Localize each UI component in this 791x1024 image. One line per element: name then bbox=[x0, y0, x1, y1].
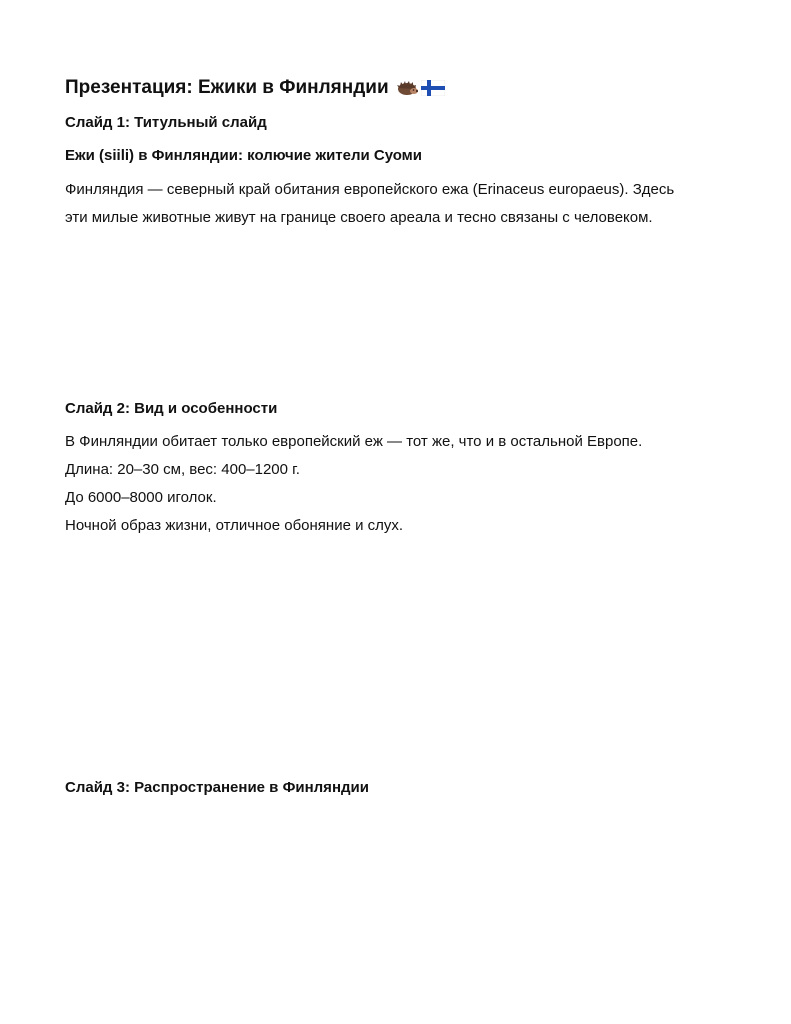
slide-2-text-line: В Финляндии обитает только европейский еж — тот же, что и в остальной Европе. bbox=[65, 433, 643, 450]
title-icons bbox=[395, 79, 445, 97]
slide-3-heading: Слайд 3: Распространение в Финляндии bbox=[65, 779, 369, 796]
slide-2-heading: Слайд 2: Вид и особенности bbox=[65, 400, 278, 417]
document-title-text: Презентация: Ежики в Финляндии bbox=[65, 77, 389, 98]
slide-2-text-line: До 6000–8000 иголок. bbox=[65, 489, 217, 506]
document-title bbox=[65, 76, 445, 100]
slide-2-text-line: Ночной образ жизни, отличное обоняние и слух. bbox=[65, 517, 404, 534]
slide-1-text bbox=[65, 176, 735, 232]
hedgehog-icon bbox=[395, 79, 419, 97]
slide-1-heading: Слайд 1: Титульный слайд bbox=[65, 114, 267, 131]
slide-1-subtitle: Ежи (siili) в Финляндии: колючие жители Суоми bbox=[65, 147, 422, 164]
slide-1-text-line: эти милые животные живут на границе своего ареала и тесно связаны с человеком. bbox=[65, 209, 653, 226]
slide-2-text-line: Длина: 20–30 см, вес: 400–1200 г. bbox=[65, 461, 300, 478]
slide-1-text-line: Финляндия — северный край обитания европейского ежа (Erinaceus europaeus). Здесь bbox=[65, 181, 675, 198]
finland-flag-icon bbox=[421, 80, 445, 96]
slide-2-text bbox=[65, 428, 735, 540]
